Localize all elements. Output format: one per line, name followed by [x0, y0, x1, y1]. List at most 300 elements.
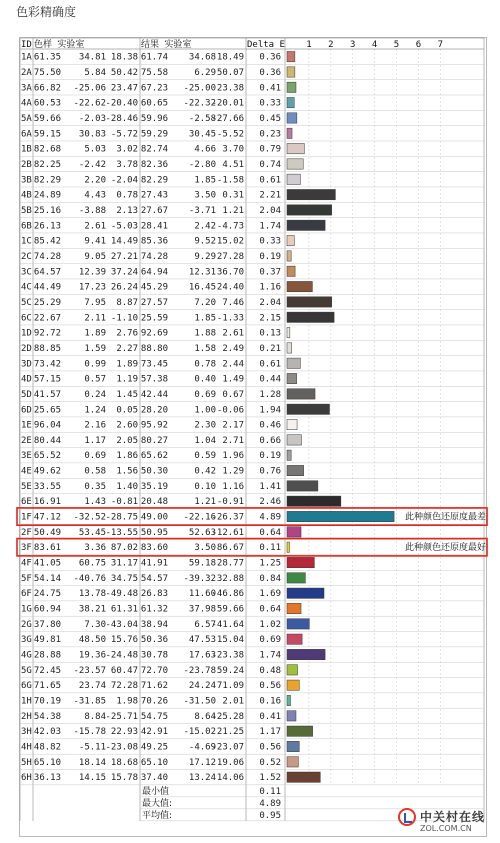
ref-a-value: 1.24	[84, 405, 106, 416]
delta-e-value: 0.44	[259, 374, 281, 385]
summary-value: 0.95	[259, 810, 281, 821]
ref-a-value: 5.84	[84, 67, 106, 78]
res-b-value: -12.61	[211, 527, 244, 538]
res-l-value: 49.00	[140, 512, 168, 523]
ref-b-value: 14.49	[110, 236, 138, 247]
delta-e-bar	[287, 389, 315, 399]
ref-b-value: -23.08	[105, 742, 138, 753]
ref-b-value: 61.31	[110, 604, 138, 615]
row-id: 5F	[21, 573, 32, 584]
ref-l-value: 82.25	[33, 159, 61, 170]
ref-b-value: -2.04	[110, 175, 138, 186]
res-l-value: 59.29	[140, 129, 168, 140]
res-b-value: -27.66	[211, 113, 244, 124]
ref-a-value: 60.75	[78, 558, 106, 569]
row-id: 3G	[21, 635, 32, 646]
ref-b-value: 2.13	[116, 205, 138, 216]
ref-b-value: 31.17	[110, 558, 138, 569]
delta-e-bar	[287, 404, 329, 414]
res-a-value: 17.63	[188, 650, 216, 661]
delta-e-bar	[287, 665, 298, 675]
res-b-value: -23.07	[211, 742, 244, 753]
res-b-value: 24.40	[216, 282, 244, 293]
delta-e-bar	[287, 772, 320, 782]
ref-b-value: 18.38	[110, 52, 138, 63]
ref-b-value: -28.75	[105, 512, 138, 523]
res-l-value: 95.92	[140, 420, 168, 431]
res-b-value: -46.86	[211, 589, 244, 600]
res-a-value: 2.42	[194, 221, 216, 232]
res-b-value: -0.91	[216, 497, 244, 508]
ref-l-value: 88.85	[33, 343, 61, 354]
res-a-value: 1.00	[194, 405, 216, 416]
ref-l-value: 22.67	[33, 313, 61, 324]
ref-b-value: 1.19	[116, 374, 138, 385]
res-a-value: 6.29	[194, 67, 216, 78]
res-b-value: 1.49	[222, 374, 244, 385]
delta-e-value: 0.16	[259, 696, 281, 707]
delta-e-value: 4.89	[259, 512, 281, 523]
ref-l-value: 73.42	[33, 359, 61, 370]
res-l-value: 61.32	[140, 604, 168, 615]
ref-l-value: 50.49	[33, 527, 61, 538]
delta-e-value: 1.52	[259, 773, 281, 784]
delta-e-value: 0.56	[259, 742, 281, 753]
ref-b-value: 0.05	[116, 405, 138, 416]
row-id: 5B	[21, 205, 32, 216]
res-b-value: 27.28	[216, 251, 244, 262]
delta-e-value: 0.64	[259, 604, 281, 615]
res-l-value: 35.19	[140, 481, 168, 492]
ref-b-value: -25.71	[105, 711, 138, 722]
delta-e-value: 0.66	[259, 435, 281, 446]
res-b-value: 19.06	[216, 757, 244, 768]
delta-e-value: 1.16	[259, 282, 281, 293]
ref-b-value: 3.02	[116, 144, 138, 155]
delta-e-value: 0.19	[259, 451, 281, 462]
res-l-value: 73.45	[140, 359, 168, 370]
delta-e-bar	[287, 695, 291, 705]
ref-l-value: 36.13	[33, 773, 61, 784]
ref-l-value: 60.94	[33, 604, 61, 615]
row-id: 2F	[21, 527, 32, 538]
ref-l-value: 49.62	[33, 466, 61, 477]
ref-a-value: 0.35	[84, 481, 106, 492]
row-id: 3E	[21, 451, 32, 462]
row-id: 3H	[21, 727, 32, 738]
ref-a-value: 9.41	[84, 236, 106, 247]
delta-e-bar	[287, 588, 324, 598]
row-id: 3A	[21, 83, 32, 94]
res-l-value: 92.69	[140, 328, 168, 339]
delta-e-bar	[287, 619, 309, 629]
row-id: 5G	[21, 665, 32, 676]
res-a-value: -15.02	[183, 727, 216, 738]
delta-e-bar	[287, 634, 302, 644]
axis-tick-label: 4	[371, 40, 378, 50]
delta-e-bar	[287, 143, 304, 153]
ref-b-value: 87.02	[110, 543, 138, 554]
row-id: 1E	[21, 420, 32, 431]
res-a-value: 8.64	[194, 711, 216, 722]
res-l-value: 28.20	[140, 405, 168, 416]
ref-b-value: 37.24	[110, 267, 138, 278]
delta-e-value: 1.94	[259, 405, 281, 416]
ref-b-value: 34.75	[110, 573, 138, 584]
res-l-value: 50.95	[140, 527, 168, 538]
delta-e-value: 0.13	[259, 328, 281, 339]
row-id: 6E	[21, 497, 32, 508]
ref-a-value: 7.30	[84, 619, 106, 630]
row-id: 4F	[21, 558, 32, 569]
delta-e-value: 0.52	[259, 757, 281, 768]
ref-b-value: -49.48	[105, 589, 138, 600]
ref-b-value: -24.48	[105, 650, 138, 661]
row-id: 5D	[21, 389, 32, 400]
row-id: 6B	[21, 221, 32, 232]
ref-b-value: 18.68	[110, 757, 138, 768]
res-b-value: 2.71	[222, 435, 244, 446]
res-b-value: 59.66	[216, 604, 244, 615]
res-l-value: 42.91	[140, 727, 168, 738]
ref-b-value: 15.76	[110, 635, 138, 646]
res-a-value: -22.32	[183, 98, 216, 109]
delta-e-value: 0.61	[259, 175, 281, 186]
ref-l-value: 41.05	[33, 558, 61, 569]
ref-a-value: -25.06	[73, 83, 106, 94]
ref-l-value: 72.45	[33, 665, 61, 676]
page-title: 色彩精确度	[16, 5, 77, 19]
delta-e-value: 0.64	[259, 527, 281, 538]
res-b-value: 15.04	[216, 635, 244, 646]
ref-l-value: 57.15	[33, 374, 61, 385]
res-b-value: -23.38	[211, 650, 244, 661]
res-a-value: -4.69	[188, 742, 216, 753]
res-a-value: 0.69	[194, 389, 216, 400]
ref-a-value: 0.24	[84, 389, 106, 400]
res-a-value: 0.78	[194, 359, 216, 370]
delta-e-value: 0.48	[259, 665, 281, 676]
res-l-value: 74.28	[140, 251, 168, 262]
ref-a-value: -23.57	[73, 665, 106, 676]
res-a-value: 1.85	[194, 175, 216, 186]
ref-l-value: 82.68	[33, 144, 61, 155]
ref-b-value: 72.28	[110, 681, 138, 692]
ref-a-value: 18.14	[78, 757, 106, 768]
res-a-value: 1.04	[194, 435, 216, 446]
ref-b-value: -1.10	[110, 313, 138, 324]
ref-a-value: 14.15	[78, 773, 106, 784]
res-l-value: 57.38	[140, 374, 168, 385]
delta-e-bar	[287, 52, 295, 62]
row-id: 4H	[21, 742, 32, 753]
delta-e-value: 0.69	[259, 635, 281, 646]
res-a-value: 9.29	[194, 251, 216, 262]
ref-a-value: 13.78	[78, 589, 106, 600]
ref-a-value: 0.57	[84, 374, 106, 385]
ref-a-value: 17.23	[78, 282, 106, 293]
ref-a-value: 1.17	[84, 435, 106, 446]
ref-a-value: 2.20	[84, 175, 106, 186]
delta-e-value: 0.84	[259, 573, 281, 584]
delta-e-bar	[287, 573, 305, 583]
ref-b-value: -43.04	[105, 619, 138, 630]
res-l-value: 38.94	[140, 619, 168, 630]
ref-b-value: 27.21	[110, 251, 138, 262]
ref-a-value: -2.03	[78, 113, 106, 124]
header-reference-lab: 色样 实验室	[34, 40, 85, 50]
ref-l-value: 42.03	[33, 727, 61, 738]
axis-tick-label: 2	[328, 40, 334, 50]
row-id: 3D	[21, 359, 32, 370]
delta-e-bar	[287, 97, 294, 107]
row-id: 1C	[21, 236, 32, 247]
row-id: 5H	[21, 757, 32, 768]
res-l-value: 82.36	[140, 159, 168, 170]
res-a-value: 0.10	[194, 481, 216, 492]
header-id: ID	[21, 40, 32, 50]
row-id: 2D	[21, 343, 32, 354]
res-l-value: 64.94	[140, 267, 168, 278]
delta-e-value: 1.69	[259, 589, 281, 600]
delta-e-value: 0.41	[259, 83, 281, 94]
delta-e-value: 1.25	[259, 558, 281, 569]
delta-e-value: 1.17	[259, 727, 281, 738]
ref-a-value: 12.39	[78, 267, 106, 278]
ref-a-value: 19.36	[78, 650, 106, 661]
res-b-value: 23.38	[216, 83, 244, 94]
ref-l-value: 92.72	[33, 328, 61, 339]
ref-b-value: 15.78	[110, 773, 138, 784]
ref-l-value: 59.66	[33, 113, 61, 124]
res-b-value: -20.01	[211, 98, 244, 109]
row-id: 2B	[21, 159, 32, 170]
ref-l-value: 44.49	[33, 282, 61, 293]
ref-b-value: 1.86	[116, 451, 138, 462]
ref-a-value: -40.76	[73, 573, 106, 584]
res-a-value: 52.63	[188, 527, 216, 538]
row-id: 4A	[21, 98, 32, 109]
ref-b-value: 8.87	[116, 297, 138, 308]
ref-l-value: 49.81	[33, 635, 61, 646]
res-b-value: 0.67	[222, 389, 244, 400]
delta-e-value: 0.36	[259, 67, 281, 78]
res-b-value: 2.01	[222, 696, 244, 707]
res-b-value: 2.61	[222, 328, 244, 339]
ref-a-value: 2.16	[84, 420, 106, 431]
ref-a-value: 30.83	[78, 129, 106, 140]
res-a-value: 12.31	[188, 267, 216, 278]
delta-e-value: 2.04	[259, 205, 281, 216]
delta-e-bar	[287, 373, 297, 383]
res-a-value: -3.71	[188, 205, 216, 216]
delta-e-bar	[287, 128, 292, 138]
ref-a-value: -31.85	[73, 696, 106, 707]
res-b-value: -0.06	[216, 405, 244, 416]
ref-l-value: 70.19	[33, 696, 61, 707]
row-id: 6H	[21, 773, 32, 784]
ref-b-value: 2.76	[116, 328, 138, 339]
delta-e-value: 1.41	[259, 481, 281, 492]
res-a-value: -23.78	[183, 665, 216, 676]
ref-l-value: 66.82	[33, 83, 61, 94]
res-a-value: 3.50	[194, 190, 216, 201]
delta-e-bar	[287, 419, 297, 429]
delta-e-bar	[287, 649, 325, 659]
res-l-value: 82.29	[140, 175, 168, 186]
delta-e-bar	[287, 174, 300, 184]
ref-l-value: 24.89	[33, 190, 61, 201]
ref-l-value: 25.16	[33, 205, 61, 216]
ref-a-value: 34.81	[78, 52, 106, 63]
summary-value: 4.89	[259, 798, 281, 809]
delta-e-bar	[287, 435, 301, 445]
row-id: 5A	[21, 113, 32, 124]
delta-e-bar	[287, 266, 295, 276]
ref-l-value: 25.29	[33, 297, 61, 308]
delta-e-value: 0.76	[259, 466, 281, 477]
res-l-value: 54.57	[140, 573, 168, 584]
axis-tick-label: 1	[306, 40, 312, 50]
ref-l-value: 74.28	[33, 251, 61, 262]
row-id: 4G	[21, 650, 32, 661]
res-a-value: 1.88	[194, 328, 216, 339]
row-id: 2A	[21, 67, 32, 78]
axis-tick-label: 5	[393, 40, 400, 50]
watermark-url: ZOL.COM.CN	[420, 824, 472, 833]
axis-tick-label: 7	[437, 40, 444, 50]
delta-e-bar	[287, 757, 298, 767]
res-b-value: 36.70	[216, 267, 244, 278]
res-a-value: -39.32	[183, 573, 216, 584]
res-a-value: 1.21	[194, 497, 216, 508]
res-b-value: 7.46	[222, 297, 244, 308]
row-id: 1B	[21, 144, 32, 155]
ref-l-value: 26.13	[33, 221, 61, 232]
zol-logo-icon	[398, 808, 416, 826]
delta-e-bar	[287, 189, 335, 199]
ref-a-value: 1.89	[84, 328, 106, 339]
delta-e-value: 0.36	[259, 52, 281, 63]
res-a-value: 4.66	[194, 144, 216, 155]
res-b-value: 2.49	[222, 343, 244, 354]
delta-e-value: 1.28	[259, 389, 281, 400]
res-a-value: 1.85	[194, 313, 216, 324]
ref-a-value: 53.45	[78, 527, 106, 538]
ref-l-value: 65.52	[33, 451, 61, 462]
delta-e-value: 0.45	[259, 113, 281, 124]
res-b-value: 32.88	[216, 573, 244, 584]
row-id: 4C	[21, 282, 32, 293]
res-l-value: 61.74	[140, 52, 168, 63]
delta-e-bar	[287, 542, 289, 552]
delta-e-bar	[287, 205, 332, 215]
res-l-value: 67.23	[140, 83, 168, 94]
ref-l-value: 41.57	[33, 389, 61, 400]
ref-a-value: 1.59	[84, 343, 106, 354]
res-b-value: 4.51	[222, 159, 244, 170]
ref-l-value: 54.38	[33, 711, 61, 722]
delta-e-value: 0.74	[259, 159, 281, 170]
row-id: 4B	[21, 190, 32, 201]
ref-a-value: 8.84	[84, 711, 106, 722]
delta-e-value: 0.19	[259, 251, 281, 262]
delta-e-bar	[287, 481, 318, 491]
ref-b-value: 1.40	[116, 481, 138, 492]
ref-a-value: 0.69	[84, 451, 106, 462]
delta-e-value: 2.15	[259, 313, 281, 324]
res-l-value: 41.91	[140, 558, 168, 569]
ref-a-value: 38.21	[78, 604, 106, 615]
res-l-value: 54.75	[140, 711, 168, 722]
ref-l-value: 60.53	[33, 98, 61, 109]
ref-a-value: -15.78	[73, 727, 106, 738]
delta-e-bar	[287, 297, 332, 307]
delta-e-value: 0.23	[259, 129, 281, 140]
res-l-value: 65.62	[140, 451, 168, 462]
res-b-value: 1.16	[222, 481, 244, 492]
res-a-value: 9.52	[194, 236, 216, 247]
ref-b-value: 0.78	[116, 190, 138, 201]
header-delta-e: Delta E	[247, 40, 285, 50]
delta-e-value: 0.11	[259, 543, 281, 554]
ref-b-value: -5.03	[110, 221, 138, 232]
delta-e-bar	[287, 465, 304, 475]
ref-a-value: -5.11	[78, 742, 106, 753]
res-a-value: 17.12	[188, 757, 216, 768]
delta-e-bar	[287, 358, 300, 368]
ref-l-value: 16.91	[33, 497, 61, 508]
res-l-value: 20.48	[140, 497, 168, 508]
ref-l-value: 54.14	[33, 573, 61, 584]
row-id: 6C	[21, 313, 32, 324]
delta-e-value: 2.04	[259, 297, 281, 308]
res-l-value: 85.36	[140, 236, 168, 247]
ref-l-value: 82.29	[33, 175, 61, 186]
row-id: 5C	[21, 297, 32, 308]
row-id: 6F	[21, 589, 32, 600]
res-a-value: 2.30	[194, 420, 216, 431]
ref-a-value: 0.58	[84, 466, 106, 477]
delta-e-bar	[287, 312, 334, 322]
res-a-value: 1.58	[194, 343, 216, 354]
res-l-value: 75.58	[140, 67, 168, 78]
res-b-value: 28.77	[216, 558, 244, 569]
res-l-value: 27.43	[140, 190, 168, 201]
ref-l-value: 83.61	[33, 543, 61, 554]
res-a-value: 34.68	[188, 52, 216, 63]
res-b-value: 1.21	[222, 205, 244, 216]
ref-a-value: 7.95	[84, 297, 106, 308]
delta-e-value: 1.02	[259, 619, 281, 630]
res-l-value: 80.27	[140, 435, 168, 446]
delta-e-value: 2.21	[259, 190, 281, 201]
res-l-value: 27.67	[140, 205, 168, 216]
summary-label: 最大值:	[142, 798, 173, 809]
ref-a-value: -3.88	[78, 205, 106, 216]
ref-a-value: 48.50	[78, 635, 106, 646]
delta-e-bar	[287, 327, 290, 337]
res-a-value: -2.80	[188, 159, 216, 170]
ref-l-value: 47.12	[33, 512, 61, 523]
res-l-value: 49.25	[140, 742, 168, 753]
delta-e-bar	[287, 67, 295, 77]
res-b-value: 2.17	[222, 420, 244, 431]
res-a-value: 7.20	[194, 297, 216, 308]
ref-a-value: 2.61	[84, 221, 106, 232]
delta-e-bar	[287, 527, 301, 537]
summary-label: 最小值	[142, 786, 170, 797]
